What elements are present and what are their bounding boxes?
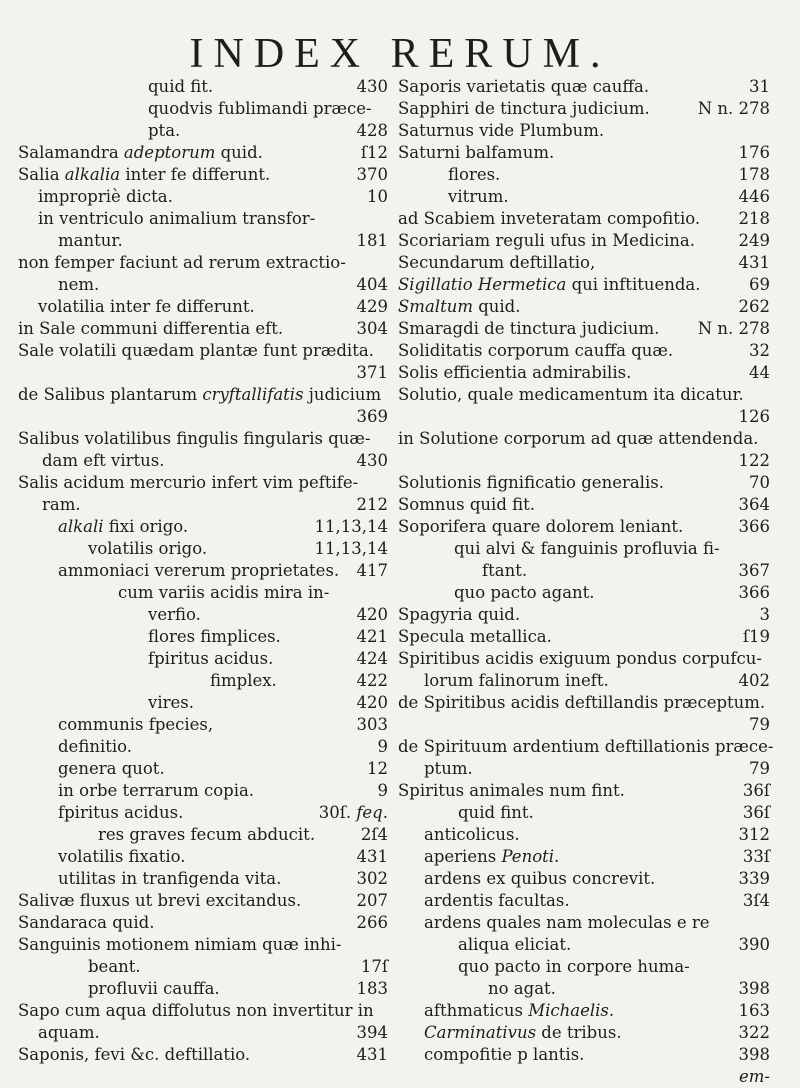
entry-page-number: 262 (738, 297, 770, 316)
entry-page-number: 207 (356, 891, 388, 910)
index-entry (18, 846, 388, 868)
entry-page-number: N n. 278 (697, 99, 770, 118)
entry-page-number: 420 (356, 693, 388, 712)
entry-page-number: 12 (367, 759, 388, 778)
entry-page-number: ſ19 (742, 627, 770, 646)
entry-page-number: 3 (759, 605, 770, 624)
index-entry (18, 780, 388, 802)
entry-text: ad Scabiem inveteratam compofitio. (398, 209, 701, 228)
entry-page-number: 266 (356, 913, 388, 932)
index-entry (398, 978, 770, 1000)
entry-page-number: 398 (738, 1045, 770, 1064)
index-entry (398, 186, 770, 208)
index-entry (398, 758, 770, 780)
index-entry (18, 604, 388, 626)
entry-page-number: 366 (738, 583, 770, 602)
entry-page-number: 183 (356, 979, 388, 998)
index-entry (398, 890, 770, 912)
entry-text: profluvii cauffa. (88, 979, 220, 998)
index-entry (398, 1000, 770, 1022)
entry-page-number: 44 (749, 363, 770, 382)
entry-page-number: 322 (738, 1023, 770, 1042)
entry-page-number: 339 (738, 869, 770, 888)
index-entry (18, 956, 388, 978)
index-entry (18, 1044, 388, 1066)
entry-page-number: 70 (749, 473, 770, 492)
entry-page-number: ſ12 (360, 143, 388, 162)
entry-text: communis fpecies, (58, 715, 214, 734)
index-entry (398, 560, 770, 582)
entry-page-number: 33ſ (742, 847, 770, 866)
entry-text: Soporifera quare dolorem leniant. (398, 517, 684, 536)
entry-text: Salivæ fluxus ut brevi excitandus. (18, 891, 302, 910)
index-entry (18, 318, 388, 340)
index-entry (398, 736, 774, 758)
entry-text: Solutio, quale medicamentum ita dicatur. (398, 385, 744, 404)
index-entry (398, 450, 770, 472)
entry-page-number: 404 (356, 275, 388, 294)
index-entry (398, 164, 770, 186)
index-entry (18, 802, 388, 824)
entry-text: dam eft virtus. (42, 451, 165, 470)
entry-text: Specula metallica. (398, 627, 552, 646)
entry-page-number: 431 (356, 847, 388, 866)
entry-text: Saturni balfamum. (398, 143, 555, 162)
entry-text: Salia alkalia inter fe differunt. (18, 165, 271, 184)
index-entry (18, 142, 388, 164)
entry-text: ardens ex quibus concrevit. (424, 869, 656, 888)
entry-text: flores fimplices. (148, 627, 281, 646)
entry-page-number: 249 (738, 231, 770, 250)
entry-page-number: 398 (738, 979, 770, 998)
index-entry (398, 912, 770, 934)
entry-text: Sapo cum aqua diffolutus non invertitur in (18, 1001, 374, 1020)
entry-text: non femper faciunt ad rerum extractio- (18, 253, 346, 272)
entry-text: in Sale communi differentia eft. (18, 319, 284, 338)
entry-page-number: 31 (749, 77, 770, 96)
index-entry (18, 868, 388, 890)
entry-page-number: 424 (356, 649, 388, 668)
index-entry (18, 274, 388, 296)
entry-text: definitio. (58, 737, 133, 756)
entry-page-number: 369 (356, 407, 388, 426)
entry-page-number: 2ſ4 (360, 825, 388, 844)
entry-text: quo pacto agant. (454, 583, 595, 602)
entry-text: aperiens Penoti. (424, 847, 560, 866)
entry-page-number: 303 (356, 715, 388, 734)
index-entry (18, 1000, 388, 1022)
index-entry (398, 142, 770, 164)
index-entry (18, 736, 388, 758)
entry-page-number: 32 (749, 341, 770, 360)
entry-page-number: 430 (356, 77, 388, 96)
index-entry (18, 626, 388, 648)
entry-text: anticolicus. (424, 825, 520, 844)
entry-text: Spiritibus acidis exiguum pondus corpufcu- (398, 649, 762, 668)
index-entry (18, 692, 388, 714)
entry-text: qui alvi & fanguinis profluvia fi- (454, 539, 720, 558)
index-entry (18, 670, 388, 692)
index-entry (398, 120, 770, 142)
index-entry (398, 780, 770, 802)
entry-page-number: 430 (356, 451, 388, 470)
index-entry (18, 208, 388, 230)
index-entry (18, 384, 388, 406)
entry-text: mantur. (58, 231, 123, 250)
entry-text: Spiritus animales num fint. (398, 781, 625, 800)
entry-text: quodvis fublimandi præce- (148, 99, 372, 118)
entry-page-number: 431 (738, 253, 770, 272)
index-entry (398, 824, 770, 846)
index-entry (18, 560, 388, 582)
entry-page-number: 429 (356, 297, 388, 316)
entry-page-number: 9 (377, 737, 388, 756)
index-entry (18, 164, 388, 186)
entry-text: Carminativus de tribus. (424, 1023, 622, 1042)
entry-text: fpiritus acidus. (148, 649, 274, 668)
index-entry (398, 296, 770, 318)
index-entry (398, 670, 770, 692)
index-entry (398, 516, 770, 538)
entry-page-number: 417 (356, 561, 388, 580)
entry-text: vitrum. (448, 187, 509, 206)
entry-text: Sanguinis motionem nimiam quæ inhi- (18, 935, 342, 954)
index-entry (398, 362, 770, 384)
index-entry (18, 758, 388, 780)
entry-page-number: 122 (738, 451, 770, 470)
entry-page-number: 181 (356, 231, 388, 250)
index-entry (18, 494, 388, 516)
index-entry (398, 692, 770, 714)
index-entry (18, 450, 388, 472)
index-entry (398, 1044, 770, 1066)
entry-text: Salibus volatilibus fingulis fingularis quæ- (18, 429, 371, 448)
entry-text: Salamandra adeptorum quid. (18, 143, 263, 162)
entry-text: aquam. (38, 1023, 100, 1042)
index-entry (18, 934, 388, 956)
index-entry (398, 406, 770, 428)
index-entry (18, 406, 388, 428)
entry-text: flores. (448, 165, 501, 184)
index-entry (398, 494, 770, 516)
entry-page-number: 366 (738, 517, 770, 536)
entry-page-number: 17ſ (360, 957, 388, 976)
index-entry (18, 824, 388, 846)
index-entry (18, 516, 388, 538)
index-entry (18, 648, 388, 670)
entry-page-number: N n. 278 (697, 319, 770, 338)
entry-text: Solis efficientia admirabilis. (398, 363, 632, 382)
index-entry (18, 582, 388, 604)
entry-page-number: 431 (356, 1045, 388, 1064)
entry-text: quo pacto in corpore huma- (458, 957, 690, 976)
entry-text: de Spiritibus acidis deftillandis præceptum. (398, 693, 766, 712)
index-entry (18, 890, 388, 912)
entry-text: volatilis origo. (88, 539, 208, 558)
index-entry (398, 868, 770, 890)
entry-text: ardens quales nam moleculas e re (424, 913, 710, 932)
index-entry (18, 1022, 388, 1044)
index-entry (18, 252, 388, 274)
entry-page-number: 420 (356, 605, 388, 624)
entry-text: ram. (42, 495, 81, 514)
index-entry (398, 934, 770, 956)
entry-page-number: 163 (738, 1001, 770, 1020)
index-entry (398, 538, 770, 560)
entry-text: res graves fecum abducit. (98, 825, 316, 844)
index-entry (398, 582, 770, 604)
entry-page-number: 312 (738, 825, 770, 844)
entry-text: quid fint. (458, 803, 534, 822)
entry-text: in Solutione corporum ad quæ attendenda. (398, 429, 759, 448)
entry-text: Soliditatis corporum cauffa quæ. (398, 341, 674, 360)
entry-page-number: 364 (738, 495, 770, 514)
entry-page-number: 11,13,14 (314, 517, 388, 536)
right-index-column (398, 76, 774, 1088)
index-entry (398, 714, 770, 736)
entry-text: in ventriculo animalium transfor- (38, 209, 316, 228)
entry-page-number: 176 (738, 143, 770, 162)
entry-page-number: 428 (356, 121, 388, 140)
index-entry (398, 802, 770, 824)
entry-text: in orbe terrarum copia. (58, 781, 255, 800)
entry-text: volatilia inter fe differunt. (38, 297, 255, 316)
index-entry (18, 230, 388, 252)
entry-text: ardentis facultas. (424, 891, 570, 910)
entry-text: pta. (148, 121, 181, 140)
entry-page-number: 371 (356, 363, 388, 382)
entry-text: volatilis fixatio. (58, 847, 186, 866)
entry-page-number: 30ſ. feq. (318, 803, 388, 822)
entry-page-number: 212 (356, 495, 388, 514)
entry-text: Spagyria quid. (398, 605, 521, 624)
entry-page-number: 367 (738, 561, 770, 580)
entry-text: Sigillatio Hermetica qui inftituenda. (398, 275, 701, 294)
entry-text: vires. (148, 693, 194, 712)
page-title: INDEX RERUM. (189, 31, 611, 77)
entry-page-number: 9 (377, 781, 388, 800)
entry-page-number: 402 (738, 671, 770, 690)
index-entry (18, 912, 388, 934)
entry-page-number: 126 (738, 407, 770, 426)
index-entry (18, 362, 388, 384)
entry-text: Smaragdi de tinctura judicium. (398, 319, 660, 338)
entry-page-number: 218 (738, 209, 770, 228)
index-entry (18, 340, 388, 362)
entry-page-number: 10 (367, 187, 388, 206)
entry-text: beant. (88, 957, 141, 976)
index-entry (18, 428, 388, 450)
entry-text: Sapphiri de tinctura judicium. (398, 99, 650, 118)
entry-text: Saponis, fevi &c. deftillatio. (18, 1045, 251, 1064)
entry-text: compofitie p lantis. (424, 1045, 585, 1064)
entry-text: Salis acidum mercurio infert vim peftife- (18, 473, 359, 492)
entry-page-number: 11,13,14 (314, 539, 388, 558)
entry-text: verfio. (148, 605, 201, 624)
entry-text: Somnus quid fit. (398, 495, 536, 514)
entry-page-number: 394 (356, 1023, 388, 1042)
entry-page-number: 3ſ4 (742, 891, 770, 910)
entry-page-number: 302 (356, 869, 388, 888)
entry-page-number: 304 (356, 319, 388, 338)
index-entry (18, 978, 388, 1000)
entry-page-number: 422 (356, 671, 388, 690)
index-entry (18, 98, 388, 120)
index-entry (398, 252, 770, 274)
index-entry (398, 956, 770, 978)
entry-page-number: 421 (356, 627, 388, 646)
index-entry (398, 472, 770, 494)
entry-text: fpiritus acidus. (58, 803, 184, 822)
index-entry (398, 208, 770, 230)
entry-text: Secundarum deftillatio, (398, 253, 596, 272)
entry-page-number: 79 (749, 759, 770, 778)
entry-page-number: 79 (749, 715, 770, 734)
entry-text: alkali fixi origo. (58, 517, 189, 536)
entry-text: afthmaticus Michaelis. (424, 1001, 615, 1020)
entry-text: ptum. (424, 759, 473, 778)
index-entry (18, 714, 388, 736)
index-entry (18, 120, 388, 142)
index-entry (398, 604, 770, 626)
index-entry (398, 318, 770, 340)
entry-text: genera quot. (58, 759, 165, 778)
entry-page-number: 178 (738, 165, 770, 184)
entry-page-number: 36ſ (742, 781, 770, 800)
entry-text: nem. (58, 275, 100, 294)
entry-text: Saturnus vide Plumbum. (398, 121, 605, 140)
index-entry (18, 296, 388, 318)
entry-text: Scoriariam reguli ufus in Medicina. (398, 231, 695, 250)
entry-page-number: 69 (749, 275, 770, 294)
index-entry (398, 340, 770, 362)
entry-page-number: 370 (356, 165, 388, 184)
index-entry (398, 1022, 770, 1044)
entry-text: quid fit. (148, 77, 214, 96)
entry-text: Solutionis fignificatio generalis. (398, 473, 664, 492)
index-entry (398, 274, 770, 296)
left-index-column (18, 76, 388, 1066)
entry-text: impropriè dicta. (38, 187, 173, 206)
entry-text: lorum falinorum ineft. (424, 671, 609, 690)
entry-text: ammoniaci vererum proprietates. (58, 561, 340, 580)
entry-text: cum variis acidis mira in- (118, 583, 330, 602)
entry-page-number: em- (739, 1067, 770, 1086)
entry-text: ftant. (482, 561, 528, 580)
index-entry (398, 846, 770, 868)
entry-page-number: 36ſ (742, 803, 770, 822)
index-entry (18, 472, 388, 494)
entry-text: Sandaraca quid. (18, 913, 155, 932)
index-entry (18, 538, 388, 560)
entry-text: utilitas in tranfigenda vita. (58, 869, 282, 888)
entry-text: Smaltum quid. (398, 297, 521, 316)
entry-page-number: 446 (738, 187, 770, 206)
entry-text: fimplex. (210, 671, 277, 690)
index-entry (398, 648, 770, 670)
index-entry (18, 186, 388, 208)
entry-text: no agat. (488, 979, 556, 998)
index-entry (398, 1066, 770, 1088)
index-entry (398, 230, 770, 252)
index-entry (398, 384, 770, 406)
entry-text: de Spirituum ardentium deftillationis præce- (398, 737, 774, 756)
entry-page-number: 390 (738, 935, 770, 954)
entry-text: Sale volatili quædam plantæ funt prædita. (18, 341, 374, 360)
index-entry (398, 626, 770, 648)
index-entry (18, 76, 388, 98)
index-entry (398, 428, 770, 450)
index-entry (398, 76, 770, 98)
index-entry (398, 98, 770, 120)
entry-text: Saporis varietatis quæ cauffa. (398, 77, 650, 96)
entry-text: aliqua eliciat. (458, 935, 572, 954)
entry-text: de Salibus plantarum cryftallifatis judicium (18, 385, 382, 404)
